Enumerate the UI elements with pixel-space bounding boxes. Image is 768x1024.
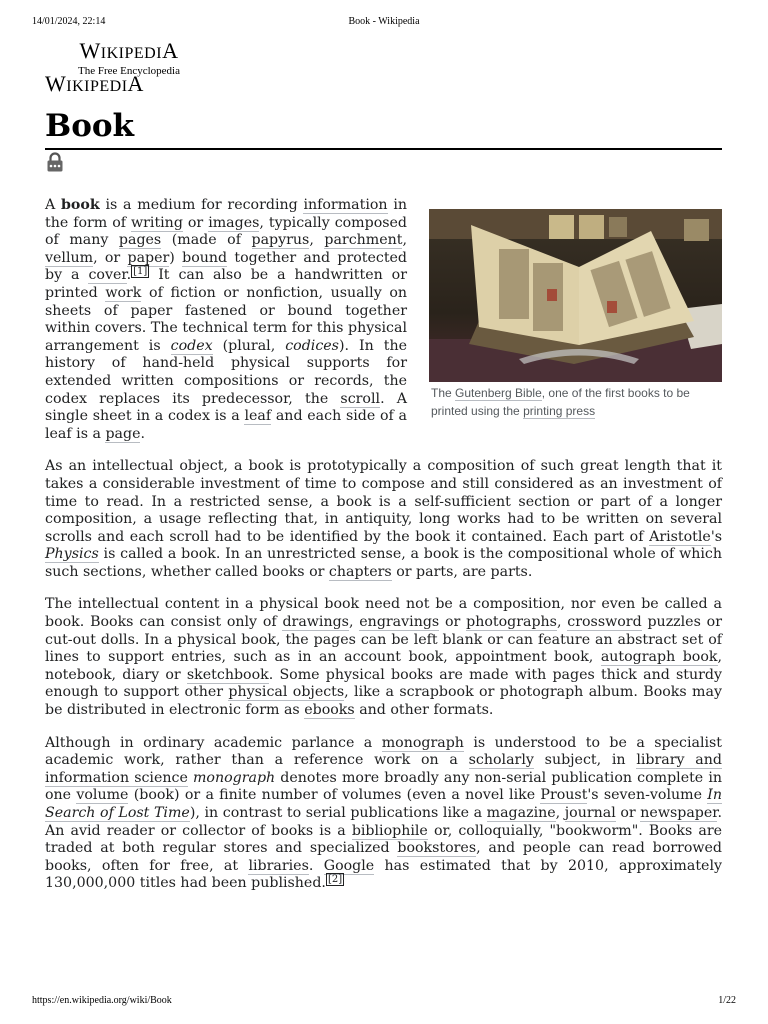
- reference-2[interactable]: [2]: [327, 873, 343, 885]
- link-bound[interactable]: bound: [182, 249, 228, 266]
- link-proust[interactable]: Proust: [540, 787, 588, 804]
- link-parchment[interactable]: parchment: [324, 232, 403, 249]
- paragraph-2: As an intellectual object, a book is prototypically a composition of such great length that it takes a considerable investment of time to compose and still considered as an investment of time to read. In a restricted sense, a book is a self-sufficient section or part of a longer composition, a usage reflecting that, in antiquity, long works had to be written on several scrolls and each scroll had to be identified by the book it contained. Each part of Aristotle's Physics is called a book. In an unrestricted sense, a book is the compositional whole of which such sections, whether called books or chapters or parts, are parts.: [45, 458, 722, 580]
- link-physical-objects[interactable]: physical objects: [228, 684, 345, 701]
- link-libraries[interactable]: libraries: [248, 857, 309, 874]
- gutenberg-bible-image[interactable]: [429, 209, 722, 382]
- link-vellum[interactable]: vellum: [45, 249, 94, 266]
- link-drawings[interactable]: drawings: [282, 614, 349, 631]
- link-newspaper[interactable]: newspaper: [640, 805, 718, 821]
- link-aristotle[interactable]: Aristotle: [649, 528, 711, 545]
- reference-1[interactable]: [1]: [133, 265, 148, 277]
- bold-term: book: [61, 197, 100, 213]
- link-pages[interactable]: pages: [118, 232, 162, 249]
- print-datetime: 14/01/2024, 22:14: [32, 16, 106, 27]
- link-crossword[interactable]: crossword: [567, 614, 642, 631]
- logo-wordmark-secondary: WIKIPEDIA: [45, 71, 144, 96]
- link-journal[interactable]: journal: [564, 805, 616, 821]
- link-bibliophile[interactable]: bibliophile: [351, 822, 428, 839]
- link-images[interactable]: images: [208, 214, 260, 231]
- link-printing-press[interactable]: printing press: [523, 404, 596, 418]
- link-writing[interactable]: writing: [130, 214, 183, 231]
- link-page[interactable]: page: [105, 425, 141, 442]
- link-photographs[interactable]: photographs: [466, 614, 557, 631]
- link-cover[interactable]: cover: [88, 267, 127, 284]
- link-magazine[interactable]: magazine: [486, 805, 556, 821]
- paragraph-4: Although in ordinary academic parlance a monograph is understood to be a specialist academic work, rather than a reference work on a scholarly subject, in library and information science monograph denotes more broadly any non-serial publication complete in one volume (book) or a finite number of volumes (even a novel like Proust's seven-volume In Search of Lost Time), in contrast to serial publications like a magazine, journal or newspaper. An avid reader or collector of books is a bibliophile or, colloquially, "bookworm". Books are traded at both regular stores and specialized bookstores, and people can read borrowed books, often for free, at libraries. Google has estimated that by 2010, approximately 130,000,000 titles had been published. [2]: [45, 734, 722, 892]
- link-autograph-book[interactable]: autograph book: [600, 649, 718, 666]
- link-scholarly[interactable]: scholarly: [468, 752, 534, 769]
- link-papyrus[interactable]: papyrus: [251, 232, 310, 249]
- logo-tagline: The Free Encyclopedia: [77, 65, 180, 77]
- figure-caption: The Gutenberg Bible, one of the first books to be printed using the printing press: [431, 386, 690, 418]
- link-paper[interactable]: paper: [127, 249, 170, 266]
- link-physics[interactable]: Physics: [45, 546, 99, 563]
- link-scroll[interactable]: scroll: [340, 390, 381, 407]
- paragraph-3: The intellectual content in a physical book need not be a composition, nor even be called a book. Books can consist only of drawings, engravings or photographs, crossword puzzles or cut-out dolls. In a physical book, the pages can be left blank or can feature an abstract set of lines to support entries, such as in an account book, appointment book, autograph book, notebook, diary or sketchbook. Some physical books are made with pages thick and sturdy enough to support other physical objects, like a scrapbook or photograph album. Books may be distributed in electronic form as ebooks and other formats.: [45, 596, 723, 719]
- link-leaf[interactable]: leaf: [244, 408, 272, 425]
- link-codex[interactable]: codex: [170, 337, 213, 354]
- link-engravings[interactable]: engravings: [359, 614, 440, 631]
- link-ebooks[interactable]: ebooks: [304, 702, 355, 719]
- link-gutenberg-bible[interactable]: Gutenberg Bible: [455, 386, 542, 400]
- paragraph-1: A book is a medium for recording information in the form of writing or images, typically composed of many pages (made of papyrus, parchment, vellum, or paper) bound together and protected by a cover. [1] It can also be a handwritten or printed work of fiction or nonfiction, usually on sheets of paper fastened or bound together within covers. The technical term for this physical arrangement is codex (plural, codices). In the history of hand-held physical supports for extended written compositions or records, the codex replaces its predecessor, the scroll. A single sheet in a codex is a leaf and each side of a leaf is a page.: [45, 197, 408, 442]
- print-url: https://en.wikipedia.org/wiki/Book: [32, 995, 172, 1006]
- print-page-number: 1/22: [718, 995, 736, 1006]
- link-chapters[interactable]: chapters: [328, 563, 392, 580]
- link-monograph[interactable]: monograph: [381, 734, 464, 751]
- link-work[interactable]: work: [105, 284, 142, 301]
- link-volume[interactable]: volume: [76, 787, 129, 804]
- page-title: Book: [45, 108, 135, 144]
- link-in-search-of-lost-time[interactable]: In Search of Lost Time: [45, 787, 722, 821]
- link-google[interactable]: Google: [323, 857, 375, 874]
- article-body: [45, 197, 722, 908]
- print-doc-title: Book - Wikipedia: [348, 16, 420, 27]
- link-information[interactable]: information: [303, 197, 388, 213]
- logo-wordmark: WIKIPEDIA: [79, 38, 179, 63]
- link-sketchbook[interactable]: sketchbook: [186, 666, 269, 683]
- thumbnail-figure: [429, 209, 722, 420]
- link-bookstores[interactable]: bookstores: [397, 840, 477, 857]
- lock-icon[interactable]: [46, 152, 64, 172]
- title-divider: [45, 148, 722, 150]
- link-library-information-science[interactable]: library and information science: [45, 752, 722, 786]
